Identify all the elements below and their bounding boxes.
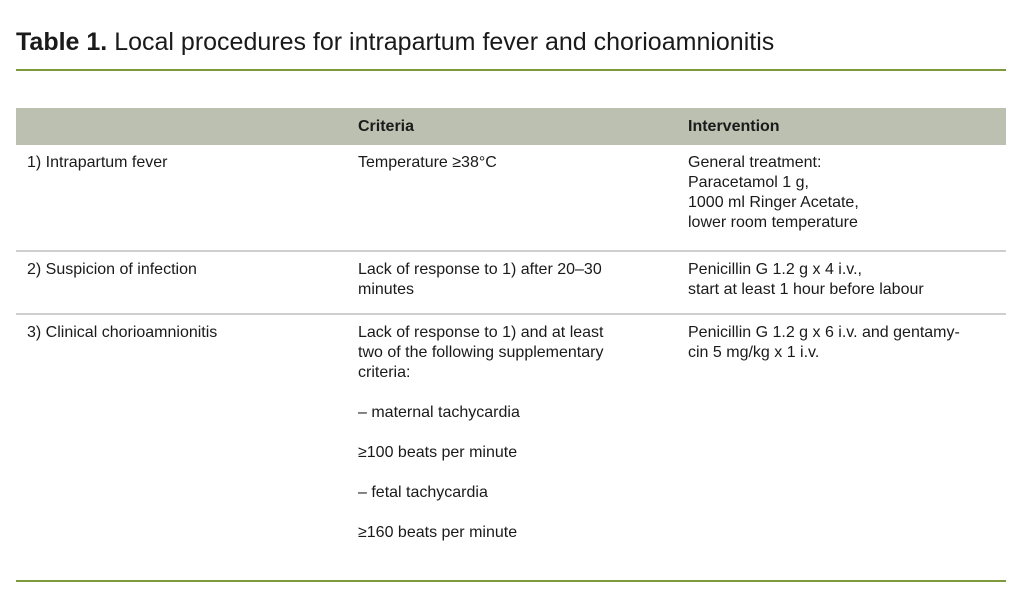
header-intervention: Intervention (688, 118, 780, 135)
table-header (16, 108, 1006, 145)
criteria-cell: Lack of response to 1) after 20–30 minutes (358, 261, 602, 298)
criteria-item: ≥160 beats per minute (358, 524, 518, 541)
table-row (16, 315, 1006, 565)
criteria-cell: Temperature ≥38°C (358, 154, 497, 171)
intervention-cell: Penicillin G 1.2 g x 6 i.v. and gentamy- cin 5 mg/kg x 1 i.v. (688, 324, 960, 361)
table-caption: Local procedures for intrapartum fever and chorioamnionitis (114, 28, 775, 56)
procedures-table (16, 108, 1006, 565)
table-title (16, 26, 774, 58)
criteria-cell: Lack of response to 1) and at least two of the following supplementary criteria: – maternal tachycardia ≥100 beats per minute – fetal tachycardia ≥160 beats per minute (358, 323, 658, 543)
table-label: Table 1. (16, 28, 108, 56)
top-rule (16, 69, 1006, 71)
table-row (16, 252, 1006, 315)
condition-cell: 1) Intrapartum fever (27, 154, 168, 171)
intervention-cell: General treatment: Paracetamol 1 g, 1000 ml Ringer Acetate, lower room temperature (688, 154, 859, 231)
condition-cell: 2) Suspicion of infection (27, 261, 197, 278)
header-criteria: Criteria (358, 118, 415, 135)
bottom-rule (16, 580, 1006, 582)
table-row (16, 145, 1006, 252)
intervention-cell: Penicillin G 1.2 g x 4 i.v., start at least 1 hour before labour (688, 261, 924, 298)
criteria-item: ≥100 beats per minute (358, 444, 518, 461)
criteria-item: – maternal tachycardia (358, 404, 520, 421)
criteria-item: – fetal tachycardia (358, 484, 488, 501)
condition-cell: 3) Clinical chorioamnionitis (27, 324, 218, 341)
